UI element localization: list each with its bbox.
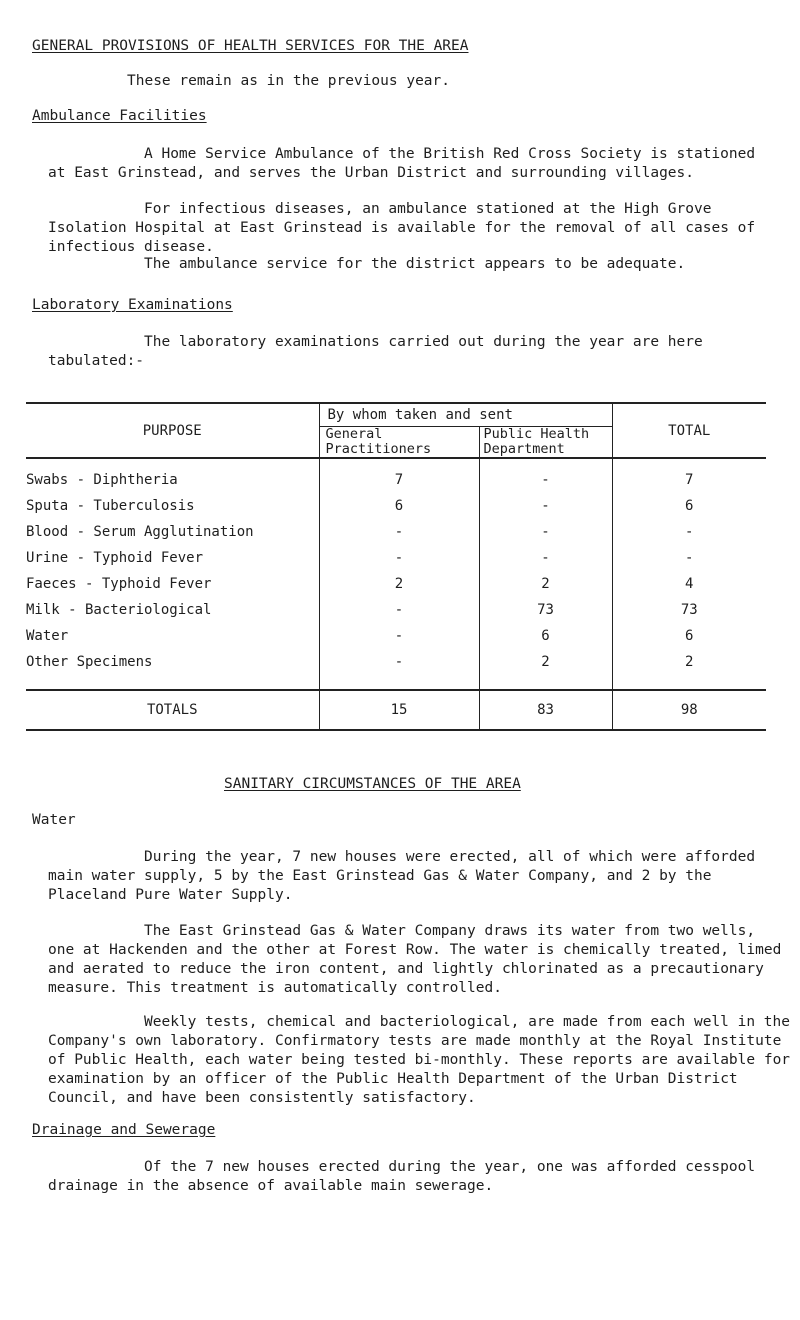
row-total-value: 6 — [612, 493, 766, 519]
row-total-value: 7 — [612, 467, 766, 493]
water-paragraph-1: During the year, 7 new houses were erected, all of which were afforded main water supply, 5 by the East Grinstead Gas & Water Company, and 2 by the Placeland Pure Water Supply. — [48, 849, 756, 903]
row-ph-value: - — [479, 493, 612, 519]
totals-ph-value: 83 — [479, 690, 612, 730]
section-heading-sanitary: SANITARY CIRCUMSTANCES OF THE AREA — [224, 776, 521, 792]
row-gp-value: - — [319, 519, 479, 545]
row-ph-value: - — [479, 545, 612, 571]
row-gp-value: 2 — [319, 571, 479, 597]
column-header-general-practitioners — [319, 427, 479, 459]
totals-gp-value: 15 — [319, 690, 479, 730]
table-row — [26, 493, 766, 519]
row-total-value: 4 — [612, 571, 766, 597]
table-row — [26, 649, 766, 675]
row-purpose: Milk - Bacteriological — [26, 602, 212, 618]
table-row — [26, 545, 766, 571]
row-purpose: Sputa - Tuberculosis — [26, 498, 195, 514]
intro-line: These remain as in the previous year. — [127, 73, 451, 89]
drainage-paragraph: Of the 7 new houses erected during the year, one was afforded cesspool drainage in the absence of available main sewerage. — [48, 1159, 756, 1194]
gp-header-line-2: Practitioners — [325, 441, 432, 457]
row-gp-value: - — [319, 623, 479, 649]
column-header-public-health-department — [479, 427, 612, 459]
row-total-value: 2 — [612, 649, 766, 675]
table-row — [26, 467, 766, 493]
drainage-heading: Drainage and Sewerage — [32, 1122, 216, 1138]
water-paragraph-3: Weekly tests, chemical and bacteriological, are made from each well in the Company's own laboratory. Confirmatory tests are made monthly at the Royal Institute of Public Health, each water being tested bi-monthly. These reports are available for examination by an officer of the Public Health Department of the Urban District Council, and have been consistently satisfactory. — [48, 1014, 791, 1106]
row-ph-value: - — [479, 467, 612, 493]
row-gp-value: - — [319, 597, 479, 623]
row-total-value: 73 — [612, 597, 766, 623]
table-row — [26, 597, 766, 623]
ambulance-paragraph-2: For infectious diseases, an ambulance stationed at the High Grove Isolation Hospital at East Grinstead is available for the removal of all cases of infectious disease. — [48, 201, 756, 255]
row-purpose: Swabs - Diphtheria — [26, 472, 178, 488]
row-total-value: - — [612, 545, 766, 571]
laboratory-examinations-table — [26, 402, 766, 731]
row-gp-value: - — [319, 649, 479, 675]
laboratory-paragraph: The laboratory examinations carried out during the year are here tabulated:- — [48, 334, 703, 369]
row-ph-value: 2 — [479, 571, 612, 597]
row-ph-value: 6 — [479, 623, 612, 649]
ambulance-paragraph-1: A Home Service Ambulance of the British Red Cross Society is stationed at East Grinstead, and serves the Urban District and surrounding villages. — [48, 146, 756, 181]
row-purpose: Other Specimens — [26, 654, 153, 670]
row-gp-value: 6 — [319, 493, 479, 519]
gp-header-line-1: General — [325, 426, 383, 442]
row-ph-value: - — [479, 519, 612, 545]
water-paragraph-2: The East Grinstead Gas & Water Company draws its water from two wells, one at Hackenden and the other at Forest Row. The water is chemically treated, limed and aerated to reduce the iron content, and lightly chlorinated as a precautionary measure. This treatment is automatically controlled. — [48, 923, 782, 996]
water-heading: Water — [32, 812, 76, 828]
ph-header-line-1: Public Health — [483, 426, 590, 442]
section-heading-general-provisions: GENERAL PROVISIONS OF HEALTH SERVICES FOR THE AREA — [32, 38, 469, 54]
ph-header-line-2: Department — [483, 441, 565, 457]
row-purpose: Blood - Serum Agglutination — [26, 524, 254, 540]
column-header-total: TOTAL — [612, 403, 766, 458]
totals-row — [26, 690, 766, 730]
table-row — [26, 623, 766, 649]
row-purpose: Water — [26, 628, 69, 644]
totals-label: TOTALS — [26, 690, 319, 730]
row-ph-value: 73 — [479, 597, 612, 623]
row-gp-value: 7 — [319, 467, 479, 493]
row-total-value: - — [612, 519, 766, 545]
row-gp-value: - — [319, 545, 479, 571]
row-total-value: 6 — [612, 623, 766, 649]
table-row — [26, 519, 766, 545]
laboratory-heading: Laboratory Examinations — [32, 297, 233, 313]
row-purpose: Urine - Typhoid Fever — [26, 550, 204, 566]
row-purpose: Faeces - Typhoid Fever — [26, 576, 212, 592]
table-row — [26, 571, 766, 597]
totals-total-value: 98 — [612, 690, 766, 730]
ambulance-paragraph-3: The ambulance service for the district appears to be adequate. — [144, 256, 686, 272]
column-group-header: By whom taken and sent — [319, 403, 612, 427]
row-ph-value: 2 — [479, 649, 612, 675]
column-header-purpose: PURPOSE — [26, 403, 319, 458]
ambulance-heading: Ambulance Facilities — [32, 108, 207, 124]
